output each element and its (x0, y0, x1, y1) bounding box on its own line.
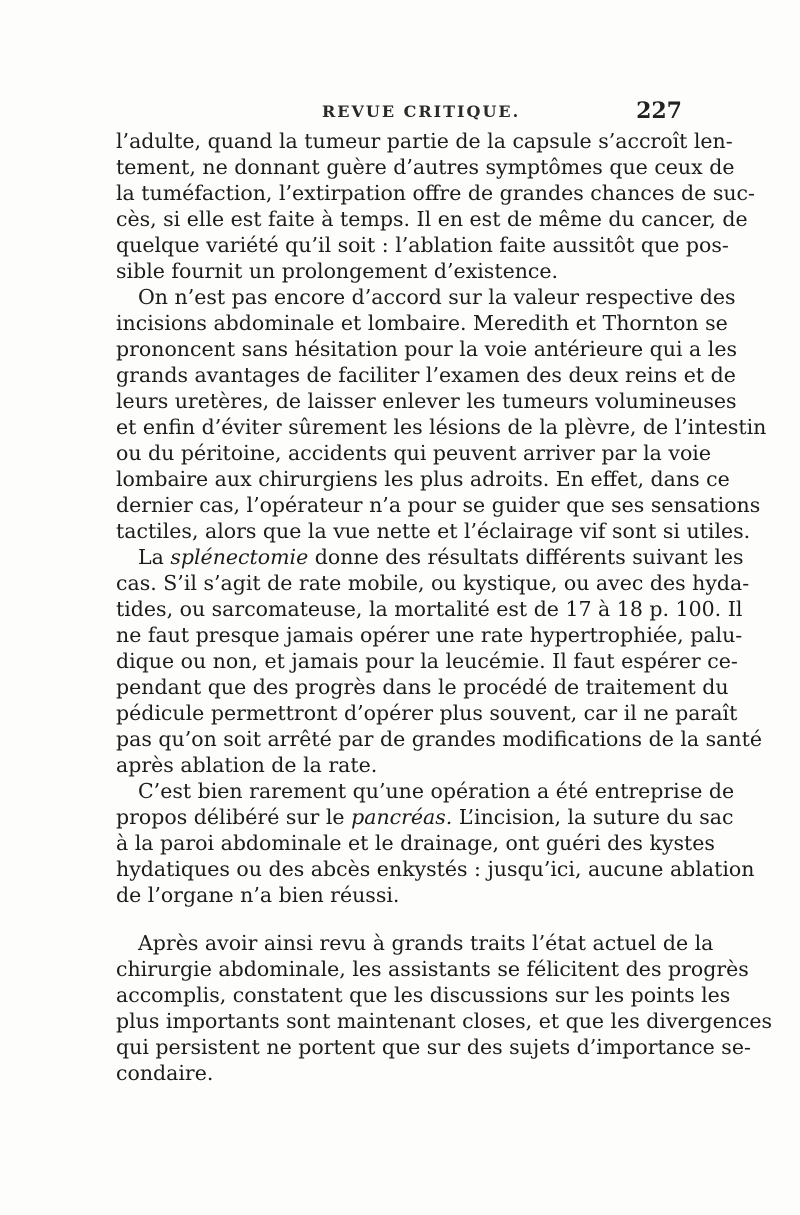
text-segment: pas qu’on soit arrêté par de grandes modifications de la santé (116, 727, 762, 751)
text-line (116, 982, 731, 1008)
text-line (116, 570, 750, 596)
text-line (116, 1060, 684, 1086)
text-line (116, 930, 714, 956)
text-segment: après ablation de la rate. (116, 753, 378, 777)
text-line (116, 956, 749, 982)
text-segment: pédicule permettront d’opérer plus souvent, car il ne paraît (116, 701, 738, 725)
text-segment: qui persistent ne portent que sur des sujets d’importance se- (116, 1035, 751, 1059)
text-line (116, 752, 684, 778)
text-segment: On n’est pas encore d’accord sur la valeur respective des (138, 285, 736, 309)
text-line (116, 258, 684, 284)
text-line (116, 882, 684, 908)
text-segment: quelque variété qu’il soit : l’ablation faite aussitôt que pos- (116, 233, 729, 257)
text-line (116, 310, 728, 336)
text-line (116, 518, 751, 544)
text-segment: la tuméfaction, l’extirpation offre de grandes chances de suc- (116, 181, 755, 205)
text-line (116, 700, 738, 726)
text-segment: accomplis, constatent que les discussions sur les points les (116, 983, 731, 1007)
text-line (116, 206, 748, 232)
text-line (116, 440, 711, 466)
text-segment: cès, si elle est faite à temps. Il en est de même du cancer, de (116, 207, 748, 231)
text-line (116, 726, 762, 752)
text-line (116, 804, 734, 830)
page-number: 227 (636, 98, 682, 124)
paragraph (116, 128, 755, 284)
text-line (116, 1008, 773, 1034)
section-gap (116, 908, 684, 930)
text-line (116, 492, 761, 518)
text-segment: propos délibéré sur le (116, 805, 352, 829)
text-segment: condaire. (116, 1061, 214, 1085)
paragraph (116, 544, 762, 778)
text-segment: tement, ne donnant guère d’autres symptômes que ceux de (116, 155, 735, 179)
text-segment: L’incision, la suture du sac (452, 805, 734, 829)
text-segment: sible fournit un prolongement d’existence. (116, 259, 559, 283)
text-line (116, 544, 744, 570)
text-line (116, 596, 743, 622)
text-segment: tactiles, alors que la vue nette et l’éclairage vif sont si utiles. (116, 519, 751, 543)
paragraph (116, 284, 767, 544)
text-line (116, 856, 755, 882)
text-segment: dernier cas, l’opérateur n’a pour se guider que ses sensations (116, 493, 761, 517)
text-segment: ou du péritoine, accidents qui peuvent arriver par la voie (116, 441, 711, 465)
text-line (116, 388, 737, 414)
text-segment: prononcent sans hésitation pour la voie antérieure qui a les (116, 337, 737, 361)
text-line (116, 284, 736, 310)
text-line (116, 674, 729, 700)
text-segment: tides, ou sarcomateuse, la mortalité est de 17 à 18 p. 100. Il (116, 597, 743, 621)
text-segment: leurs uretères, de laisser enlever les tumeurs volumineuses (116, 389, 737, 413)
text-segment: et enfin d’éviter sûrement les lésions de la plèvre, de l’intestin (116, 415, 767, 439)
text-segment: pendant que des progrès dans le procédé de traitement du (116, 675, 729, 699)
text-line (116, 336, 737, 362)
text-segment: ne faut presque jamais opérer une rate hypertrophiée, palu- (116, 623, 743, 647)
text-segment: cas. S’il s’agit de rate mobile, ou kystique, ou avec des hyda- (116, 571, 750, 595)
text-segment: C’est bien rarement qu’une opération a été entreprise de (138, 779, 735, 803)
text-line (116, 1034, 751, 1060)
text-segment: grands avantages de faciliter l’examen des deux reins et de (116, 363, 736, 387)
text-segment: La (138, 545, 171, 569)
paragraph (116, 930, 773, 1086)
italic-term: pancréas. (351, 805, 453, 829)
italic-term: splénectomie (170, 545, 309, 569)
text-line (116, 180, 755, 206)
text-segment: dique ou non, et jamais pour la leucémie. Il faut espérer ce- (116, 649, 738, 673)
text-segment: lombaire aux chirurgiens les plus adroits. En effet, dans ce (116, 467, 730, 491)
paragraph (116, 778, 755, 908)
running-title: REVUE CRITIQUE. (322, 102, 521, 121)
text-segment: plus importants sont maintenant closes, et que les divergences (116, 1009, 773, 1033)
text-line (116, 154, 735, 180)
text-line (116, 830, 715, 856)
text-segment: hydatiques ou des abcès enkystés : jusqu’ici, aucune ablation (116, 857, 755, 881)
text-segment: à la paroi abdominale et le drainage, ont guéri des kystes (116, 831, 715, 855)
text-segment: incisions abdominale et lombaire. Meredith et Thornton se (116, 311, 728, 335)
text-line (116, 414, 767, 440)
text-segment: chirurgie abdominale, les assistants se félicitent des progrès (116, 957, 749, 981)
text-line (116, 622, 743, 648)
text-line (116, 362, 736, 388)
text-segment: donne des résultats différents suivant les (308, 545, 744, 569)
text-line (116, 128, 733, 154)
running-head (112, 98, 682, 126)
text-segment: Après avoir ainsi revu à grands traits l’état actuel de la (138, 931, 714, 955)
text-line (116, 778, 735, 804)
text-segment: de l’organe n’a bien réussi. (116, 883, 400, 907)
body-text (116, 128, 773, 1086)
text-segment: l’adulte, quand la tumeur partie de la capsule s’accroît len- (116, 129, 733, 153)
text-line (116, 466, 730, 492)
text-line (116, 232, 729, 258)
text-line (116, 648, 738, 674)
